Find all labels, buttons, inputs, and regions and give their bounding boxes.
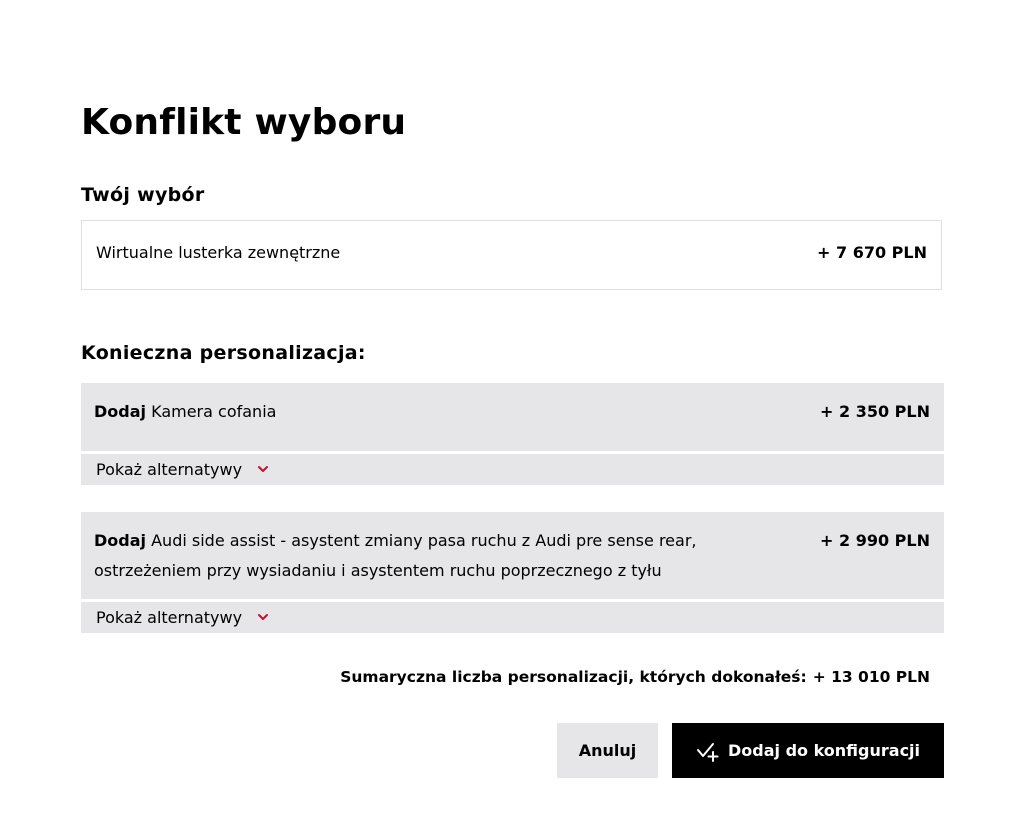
- required-item-price: + 2 350 PLN: [820, 402, 930, 421]
- cancel-button[interactable]: [557, 723, 658, 778]
- required-item-name: Audi side assist - asystent zmiany pasa ruchu z Audi pre sense rear, ostrzeżeniem przy wysiadaniu i asystentem ruchu poprzecznego z tyłu: [94, 531, 697, 580]
- required-item-action: Dodaj: [94, 402, 147, 421]
- required-item-action: Dodaj: [94, 531, 147, 550]
- summary-total: [340, 666, 930, 688]
- check-plus-icon: [696, 739, 720, 763]
- conflict-dialog: [81, 0, 944, 840]
- add-button-label: Dodaj do konfiguracji: [727, 741, 921, 760]
- required-item-name: Kamera cofania: [151, 402, 277, 421]
- required-item: [81, 383, 944, 451]
- summary-value: + 13 010 PLN: [812, 668, 930, 686]
- show-alternatives-toggle[interactable]: [81, 602, 944, 633]
- required-item-price: + 2 990 PLN: [820, 531, 930, 550]
- required-item-text: [94, 397, 734, 427]
- required-item-text: [94, 526, 734, 586]
- cancel-button-label: Anuluj: [578, 741, 637, 760]
- summary-label: Sumaryczna liczba personalizacji, których dokonałeś:: [340, 668, 807, 686]
- dialog-title: Konflikt wyboru: [81, 102, 407, 143]
- add-to-configuration-button[interactable]: [672, 723, 944, 778]
- your-choice-heading: Twój wybór: [81, 184, 205, 206]
- required-item: [81, 512, 944, 599]
- chevron-down-icon: [257, 611, 269, 623]
- your-choice-item-price: + 7 670 PLN: [817, 243, 927, 262]
- your-choice-item: [81, 220, 942, 290]
- chevron-down-icon: [257, 463, 269, 475]
- show-alternatives-toggle[interactable]: [81, 454, 944, 485]
- required-heading: Konieczna personalizacja:: [81, 342, 366, 364]
- show-alternatives-label: Pokaż alternatywy: [96, 608, 243, 627]
- show-alternatives-label: Pokaż alternatywy: [96, 460, 243, 479]
- your-choice-item-name: Wirtualne lusterka zewnętrzne: [96, 243, 341, 262]
